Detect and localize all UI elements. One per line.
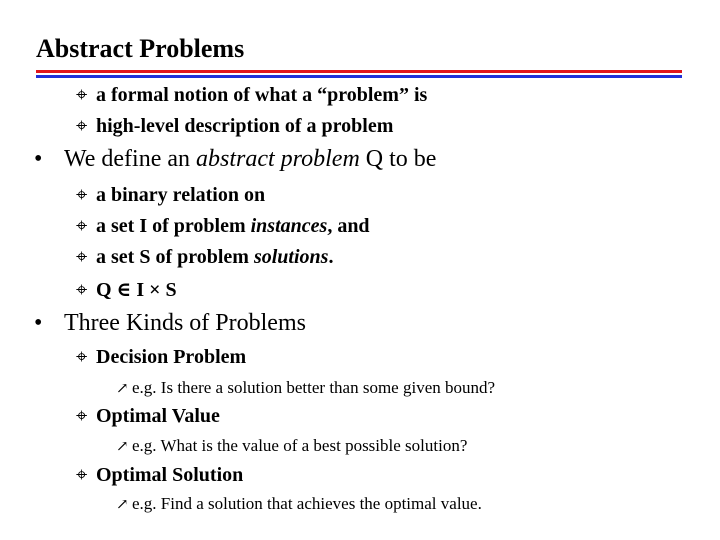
bullet-dot: •: [34, 146, 43, 172]
kind-example: ↗ e.g. Find a solution that achieves the optimal value.: [116, 494, 482, 513]
intro-item: [76, 115, 393, 138]
definition-item: ⌖ a binary relation on: [76, 184, 266, 206]
kind-name: Optimal Value: [96, 405, 220, 427]
kind-item: [76, 464, 243, 487]
bullet-marker-icon: ⌖: [76, 115, 88, 137]
bullet-marker-icon: ⌖: [76, 246, 88, 268]
bullet-dot: •: [34, 310, 43, 336]
bullet-marker-icon: ⌖: [76, 184, 88, 206]
bullet-marker-icon: ⌖: [76, 279, 88, 301]
kind-name: Decision Problem: [96, 346, 247, 368]
sub-bullet-arrow-icon: ↗: [116, 497, 129, 513]
title-rule-red: [36, 70, 682, 73]
kind-example: ↗ e.g. Is there a solution better than some given bound?: [116, 378, 496, 397]
kind-example: ↗ e.g. What is the value of a best possible solution?: [116, 436, 468, 455]
kind-name: Optimal Solution: [96, 464, 244, 486]
abstract-problem-term: abstract problem: [196, 146, 360, 172]
definition-bullet: • We define an abstract problem Q to be: [34, 146, 437, 172]
kind-item: [76, 405, 220, 428]
definition-item: ⌖ a set I of problem instances, and: [76, 215, 370, 237]
kind-item: [76, 346, 246, 369]
intro-text: high-level description of a problem: [96, 115, 394, 137]
intro-text: a formal notion of what a “problem” is: [96, 84, 428, 106]
bullet-marker-icon: ⌖: [76, 215, 88, 237]
bullet-marker-icon: ⌖: [76, 84, 88, 106]
slide-title: Abstract Problems: [36, 34, 245, 63]
relation-formula: Q ∈ I × S: [96, 279, 177, 301]
kinds-bullet: • Three Kinds of Problems: [34, 310, 306, 336]
bullet-marker-icon: ⌖: [76, 346, 88, 368]
definition-item: [76, 277, 177, 302]
title-rule-blue: [36, 75, 682, 78]
intro-item: [76, 84, 427, 107]
definition-item: ⌖ a set S of problem solutions.: [76, 246, 334, 268]
sub-bullet-arrow-icon: ↗: [116, 439, 129, 455]
bullet-marker-icon: ⌖: [76, 464, 88, 486]
sub-bullet-arrow-icon: ↗: [116, 381, 129, 397]
bullet-marker-icon: ⌖: [76, 405, 88, 427]
